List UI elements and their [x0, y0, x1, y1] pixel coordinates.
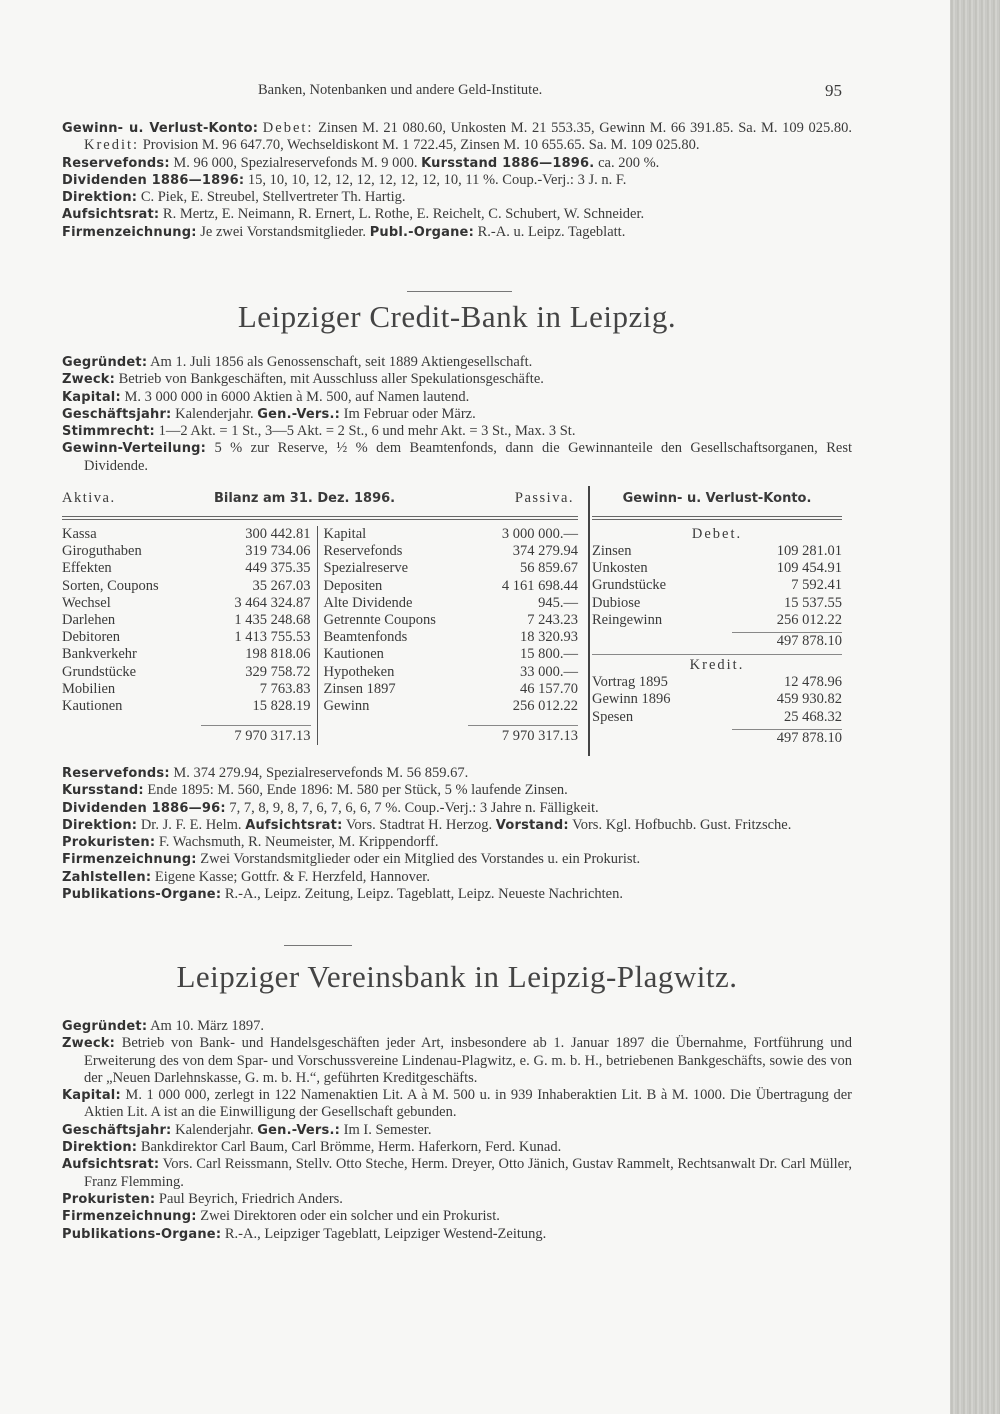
page-number: 95 — [825, 81, 842, 100]
section-divider — [284, 945, 352, 946]
table-row: Beamtenfonds 18 320.93 — [323, 629, 578, 646]
debet-total: 497 878.10 — [732, 632, 842, 650]
aktiva-label: Aktiva. — [62, 490, 116, 506]
section-heading-vereinsbank: Leipziger Vereinsbank in Leipzig-Plagwitz. — [176, 959, 738, 994]
debet-label: Debet. — [691, 526, 743, 542]
table-row: Reingewinn 256 012.22 — [592, 611, 842, 628]
gegruendet-paragraph: Gegründet: Am 1. Juli 1856 als Genossenschaft, seit 1889 Aktiengesellschaft. — [62, 354, 533, 370]
table-row: Darlehen 1 435 248.68 — [62, 611, 311, 628]
passiva-column — [318, 526, 579, 745]
publikations-organe-paragraph: Publikations-Organe: R.-A., Leipziger Tageblatt, Leipziger Westend-Zeitung. — [62, 1225, 547, 1242]
table-row: Spesen 25 468.32 — [592, 708, 842, 725]
dividenden-paragraph: Dividenden 1886—96: 7, 7, 8, 9, 8, 7, 6, 7, 6, 6, 7 %. Coup.-Verj.: 3 Jahre n. Fälligkeit. — [62, 799, 599, 816]
prev-guv-paragraph: Gewinn- u. Verlust-Konto: Debet: Zinsen M. 21 080.60, Unkosten M. 21 553.35, Gewinn M. 66 391.85. Sa. M. 109 025.80. Kredit: Provision M. 96 647.70, Wechseldiskont M. 1 722.45, Zinsen M. 10 655.65. Sa. M. 109 025.80. — [62, 120, 852, 154]
separator — [592, 654, 842, 655]
credit-bank-info — [62, 354, 852, 475]
table-row: Grundstücke 329 758.72 — [62, 663, 311, 680]
table-row: Debitoren 1 413 755.53 — [62, 629, 311, 646]
table-row: Kautionen 15 828.19 — [62, 697, 311, 714]
balance-sheet-table — [62, 490, 578, 745]
profit-loss-table — [592, 490, 842, 747]
geschaeftsjahr-paragraph: Geschäftsjahr: Kalenderjahr. Gen.-Vers.: Im Februar oder März. — [62, 405, 476, 422]
reserve-paragraph: Reservefonds: M. 374 279.94, Spezialreservefonds M. 56 859.67. — [62, 765, 469, 781]
prokuristen-paragraph: Prokuristen: F. Wachsmuth, R. Neumeister, M. Krippendorff. — [62, 834, 439, 851]
profit-loss-title: Gewinn- u. Verlust-Konto. — [622, 491, 812, 506]
prev-dividend-paragraph: Dividenden 1886—1896: 15, 10, 10, 12, 12, 12, 12, 12, 12, 10, 11 %. Coup.-Verj.: 3 J. n. F. — [62, 171, 627, 188]
table-row: Kautionen 15 800.— — [323, 646, 578, 663]
table-row: Hypotheken 33 000.— — [323, 663, 578, 680]
running-head — [62, 82, 852, 102]
aktiva-column — [62, 526, 318, 745]
table-row: Grundstücke 7 592.41 — [592, 577, 842, 594]
prev-aufsichtsrat-paragraph: Aufsichtsrat: R. Mertz, E. Neimann, R. Ernert, L. Rothe, E. Reichelt, C. Schubert, W. Schneider. — [62, 206, 645, 223]
table-row: Wechsel 3 464 324.87 — [62, 594, 311, 611]
aktiva-total: 7 970 317.13 — [201, 725, 311, 745]
prokuristen-paragraph: Prokuristen: Paul Beyrich, Friedrich Anders. — [62, 1190, 343, 1207]
table-row: Effekten 449 375.35 — [62, 560, 311, 577]
table-row: Spezialreserve 56 859.67 — [323, 560, 578, 577]
passiva-total: 7 970 317.13 — [468, 725, 578, 745]
double-rule — [592, 516, 842, 520]
prev-firmenzeichnung-paragraph: Firmenzeichnung: Je zwei Vorstandsmitglieder. Publ.-Organe: R.-A. u. Leipz. Tageblatt. — [62, 223, 626, 240]
table-row: Getrennte Coupons 7 243.23 — [323, 611, 578, 628]
stimmrecht-paragraph: Stimmrecht: 1—2 Akt. = 1 St., 3—5 Akt. = 2 St., 6 und mehr Akt. = 3 St., Max. 3 St. — [62, 423, 576, 440]
gewinn-verteilung-paragraph: Gewinn-Verteilung: 5 % zur Reserve, ½ % dem Beamtenfonds, dann die Gewinnanteile den Gesellschaftsorganen, Rest Dividende. — [62, 440, 852, 474]
kredit-label: Kredit. — [689, 657, 745, 674]
table-divider — [588, 486, 590, 756]
firmenzeichnung-paragraph: Firmenzeichnung: Zwei Vorstandsmitglieder oder ein Mitglied des Vorstandes u. ein Prokurist. — [62, 851, 641, 868]
section-heading-credit-bank: Leipziger Credit-Bank in Leipzig. — [237, 299, 677, 334]
vereinsbank-info — [62, 1018, 852, 1243]
zweck-paragraph: Zweck: Betrieb von Bank- und Handelsgeschäften jeder Art, insbesondere ab 1. Januar 1897 die Übernahme, Fortführung und Erweiterung des von dem Spar- und Vorschussvereine Lindenau-Plagwitz, e. G. m. b. H., betriebenen Bankgeschäfts, sowie des von der „Neuen Darlehnskasse, G. m. b. H.“, geführten Kreditgeschäfts. — [62, 1035, 852, 1086]
double-rule — [62, 516, 578, 520]
table-row: Alte Dividende 945.— — [323, 594, 578, 611]
kapital-paragraph: Kapital: M. 3 000 000 in 6000 Aktien à M. 500, auf Namen lautend. — [62, 388, 470, 405]
publikations-organe-paragraph: Publikations-Organe: R.-A., Leipz. Zeitung, Leipz. Tageblatt, Leipz. Neueste Nachrichten. — [62, 886, 623, 903]
table-row: Dubiose 15 537.55 — [592, 594, 842, 611]
prev-reserve-paragraph: Reservefonds: M. 96 000, Spezialreservefonds M. 9 000. Kursstand 1886—1896. ca. 200 %. — [62, 154, 660, 171]
zweck-paragraph: Zweck: Betrieb von Bankgeschäften, mit Ausschluss aller Spekulationsgeschäfte. — [62, 371, 544, 388]
table-row: Reservefonds 374 279.94 — [323, 543, 578, 560]
table-row: Zinsen 1897 46 157.70 — [323, 680, 578, 697]
running-head-title: Banken, Notenbanken und andere Geld-Institute. — [258, 82, 543, 98]
balance-sheet-header — [62, 490, 578, 512]
book-page-edge — [950, 0, 1000, 1414]
kredit-total: 497 878.10 — [732, 729, 842, 747]
table-row: Kapital 3 000 000.— — [323, 526, 578, 542]
table-row: Vortrag 1895 12 478.96 — [592, 674, 842, 691]
zahlstellen-paragraph: Zahlstellen: Eigene Kasse; Gottfr. & F. Herzfeld, Hannover. — [62, 868, 430, 885]
table-row: Gewinn 256 012.22 — [323, 697, 578, 714]
label: Gewinn- u. Verlust-Konto: — [62, 121, 259, 136]
table-row: Giroguthaben 319 734.06 — [62, 543, 311, 560]
aufsichtsrat-paragraph: Aufsichtsrat: Vors. Carl Reissmann, Stellv. Otto Steche, Herm. Dreyer, Otto Jänich, Gustav Rammelt, Rechtsanwalt Dr. Carl Müller, Franz Flemming. — [62, 1156, 852, 1190]
gegruendet-paragraph: Gegründet: Am 10. März 1897. — [62, 1018, 265, 1034]
balance-sheet-title: Bilanz am 31. Dez. 1896. — [214, 491, 396, 506]
firmenzeichnung-paragraph: Firmenzeichnung: Zwei Direktoren oder ein solcher und ein Prokurist. — [62, 1208, 500, 1225]
prev-entry — [62, 120, 852, 241]
table-row: Gewinn 1896 459 930.82 — [592, 691, 842, 708]
prev-direktion-paragraph: Direktion: C. Piek, E. Streubel, Stellvertreter Th. Hartig. — [62, 189, 406, 206]
kapital-paragraph: Kapital: M. 1 000 000, zerlegt in 122 Namenaktien Lit. A à M. 500 u. in 939 Inhaberaktien Lit. B à M. 1000. Die Übertragung der Aktien Lit. A ist an die Einwilligung der Gesellschaft gebunden. — [62, 1087, 852, 1121]
kursstand-paragraph: Kursstand: Ende 1895: M. 560, Ende 1896: M. 580 per Stück, 5 % laufende Zinsen. — [62, 782, 568, 799]
table-row: Bankverkehr 198 818.06 — [62, 646, 311, 663]
passiva-label: Passiva. — [514, 490, 574, 506]
direktion-paragraph: Direktion: Bankdirektor Carl Baum, Carl Brömme, Herm. Haferkorn, Ferd. Kunad. — [62, 1139, 562, 1156]
credit-bank-details — [62, 765, 852, 903]
table-row: Mobilien 7 763.83 — [62, 680, 311, 697]
direktion-paragraph: Direktion: Dr. J. F. E. Helm. Aufsichtsrat: Vors. Stadtrat H. Herzog. Vorstand: Vors. Kgl. Hofbuchb. Gust. Fritzsche. — [62, 816, 792, 833]
table-row: Sorten, Coupons 35 267.03 — [62, 577, 311, 594]
table-row: Kassa 300 442.81 — [62, 526, 311, 542]
table-row: Zinsen 109 281.01 — [592, 543, 842, 559]
section-divider — [407, 291, 512, 292]
geschaeftsjahr-paragraph: Geschäftsjahr: Kalenderjahr. Gen.-Vers.: Im I. Semester. — [62, 1121, 432, 1138]
table-row: Depositen 4 161 698.44 — [323, 577, 578, 594]
table-row: Unkosten 109 454.91 — [592, 560, 842, 577]
